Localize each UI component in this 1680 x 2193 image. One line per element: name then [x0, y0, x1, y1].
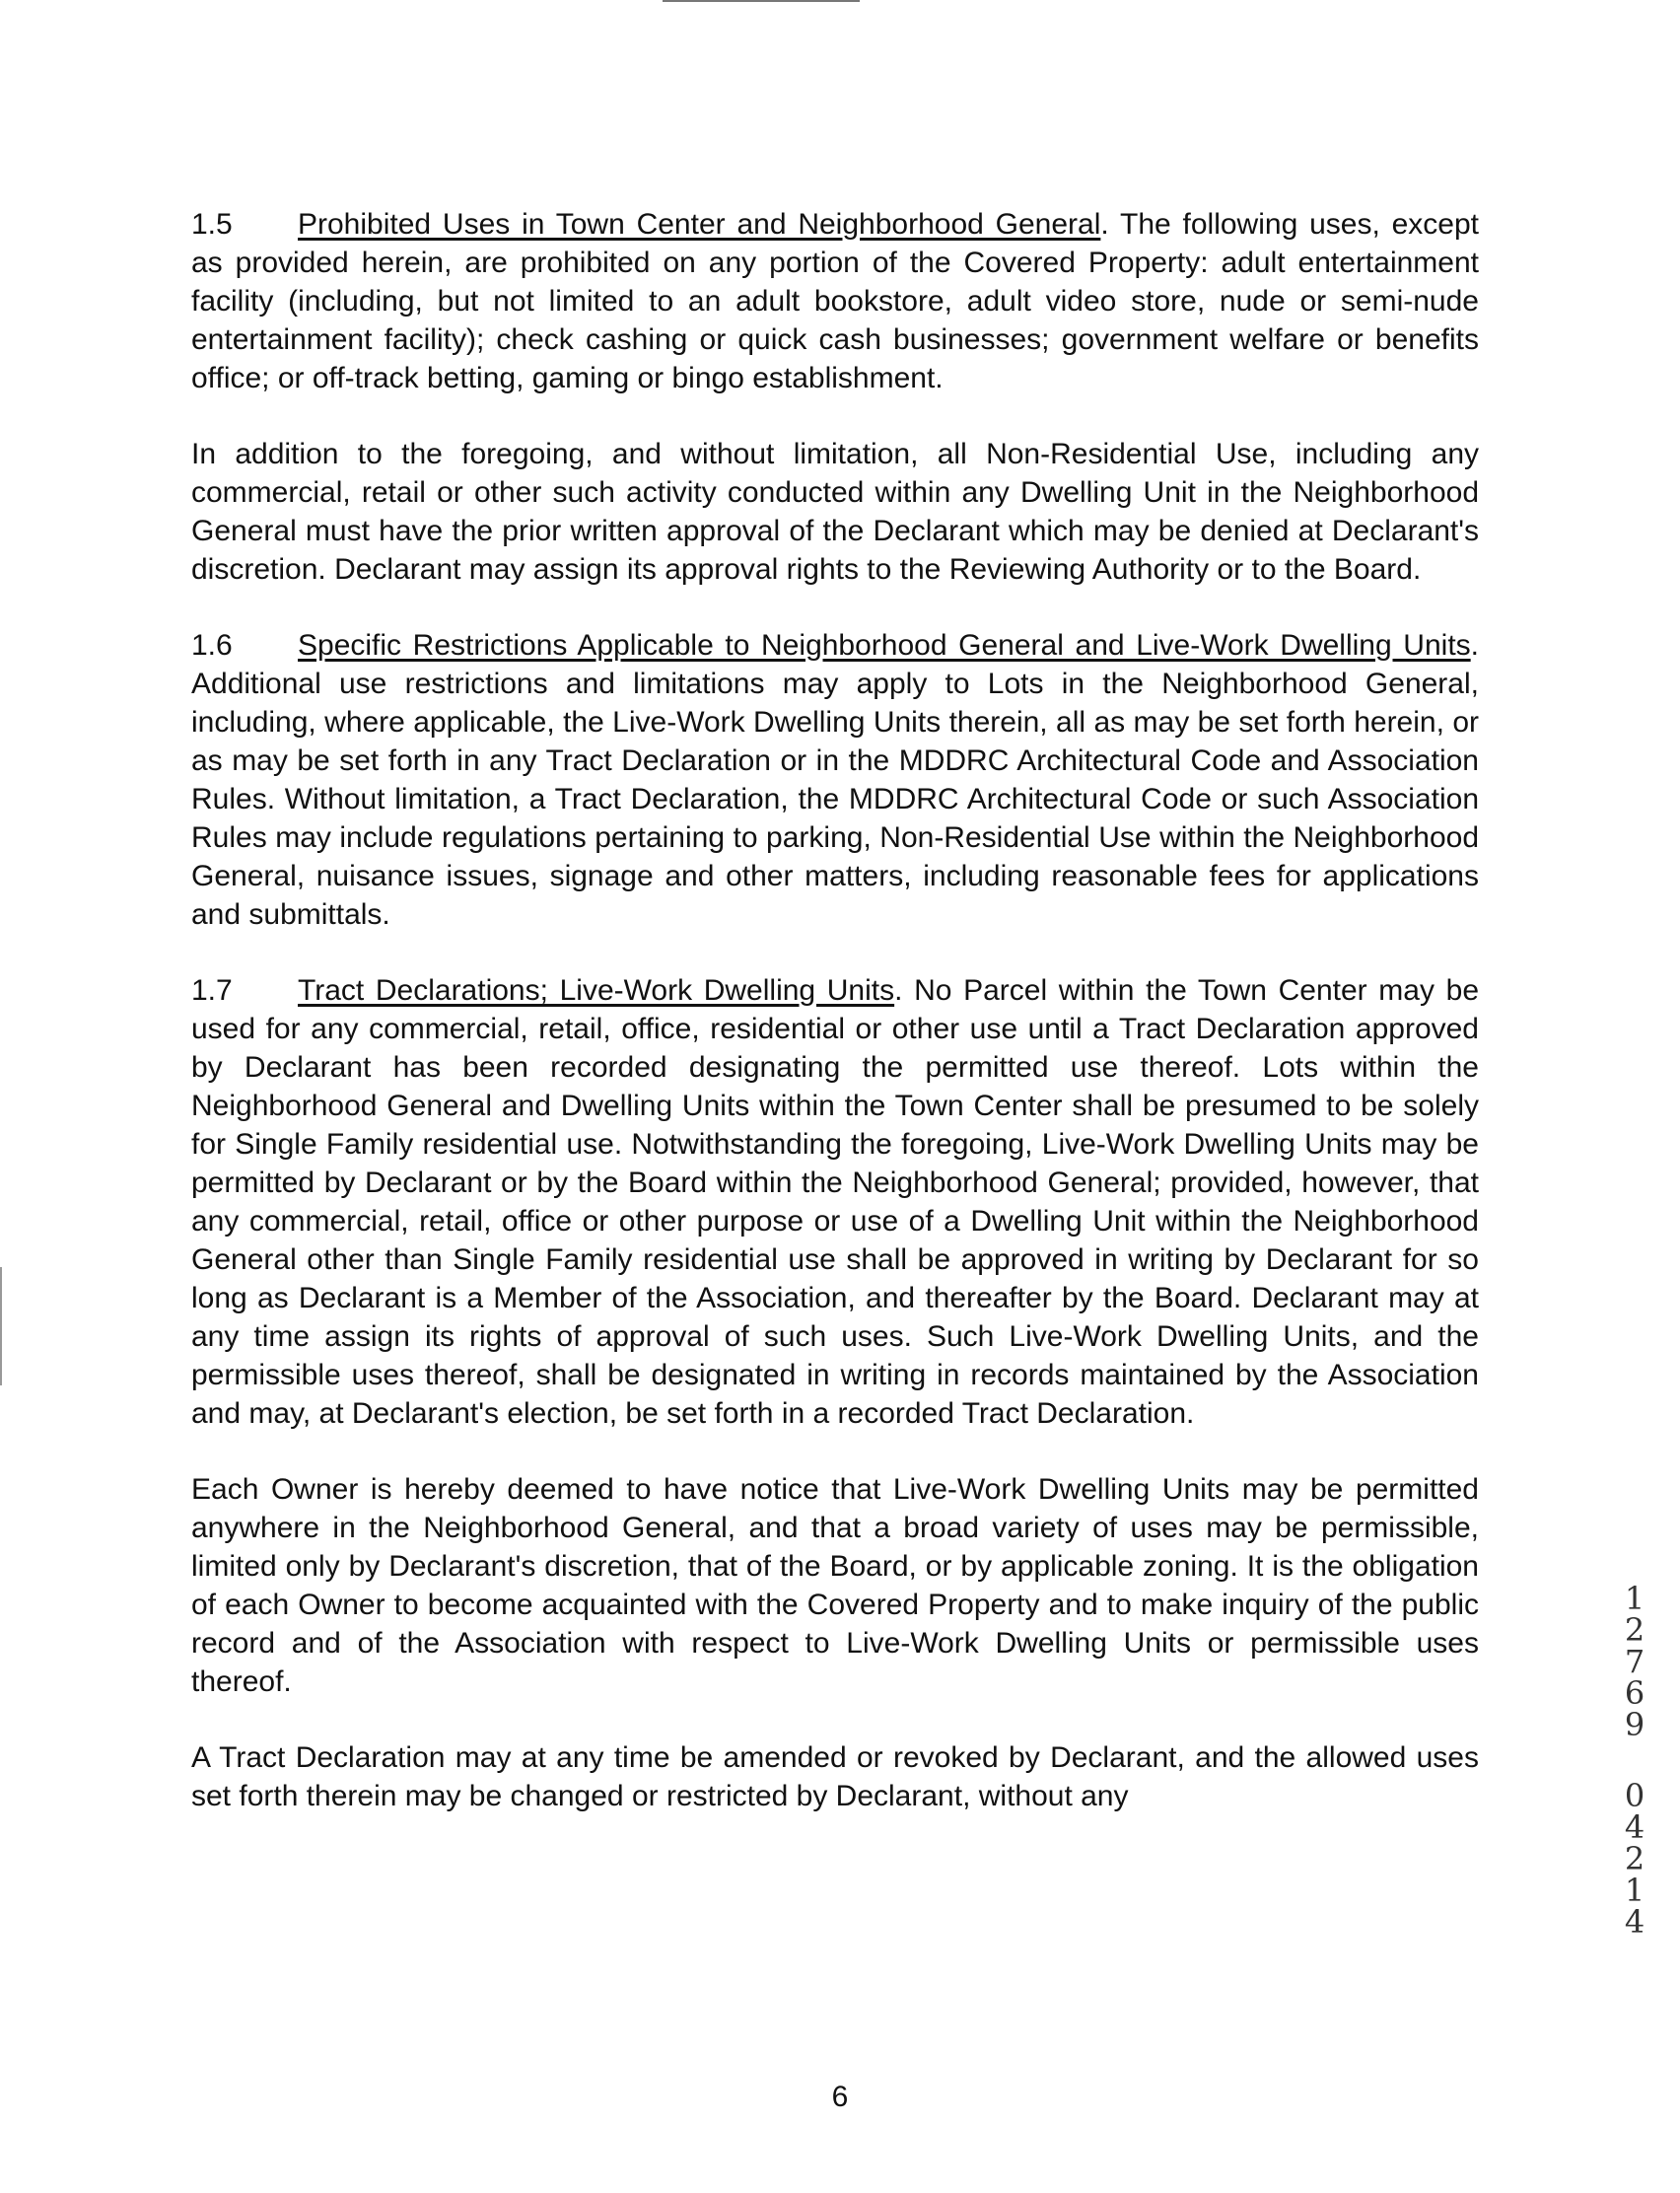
stamp-digit: 2: [1624, 1840, 1645, 1877]
section-text: . No Parcel within the Town Center may be used for any commercial, retail, office, residential or other use until a Tract Declaration approved by Declarant has been recorded designating the permitted use thereof. Lots within the Neighborhood General and Dwelling Units within the Town Center shall be presumed to be solely for Single Family residential use. Notwithstanding the foregoing, Live-Work Dwelling Units may be permitted by Declarant or by the Board within the Neighborhood General; provided, however, that any commercial, retail, office or other purpose or use of a Dwelling Unit within the Neighborhood General other than Single Family residential use shall be approved in writing by Declarant for so long as Declarant is a Member of the Association, and thereafter by the Board. Declarant may at any time assign its rights of approval of such uses. Such Live-Work Dwelling Units, and the permissible uses thereof, shall be designated in writing in records maintained by the Association and may, at Declarant's election, be set forth in a recorded Tract Declaration.: [191, 974, 1480, 1430]
section-number: 1.5: [191, 208, 233, 241]
section-number: 1.7: [191, 974, 233, 1007]
section-text: . The following uses, except as provided herein, are prohibited on any portion of the Covered Property: adult entertainment facility (including, but not limited to an adult bookstore, adult video store, nude or semi-nude entertainment facility); check cashing or quick cash businesses; government welfare or benefits office; or off-track betting, gaming or bingo establishment.: [191, 208, 1479, 394]
stamp-digit: 6: [1624, 1674, 1645, 1712]
paragraph-owner-notice: Each Owner is hereby deemed to have notice that Live-Work Dwelling Units may be permitted anywhere in the Neighborhood General, and that a broad variety of uses may be permissible, limited only by Declarant's discretion, that of the Board, or by applicable zoning. It is the obligation of each Owner to become acquainted with the Covered Property and to make inquiry of the public record and of the Association with respect to Live-Work Dwelling Units or permissible uses thereof.: [191, 1473, 1479, 1698]
stamp-digit: 9: [1624, 1706, 1645, 1743]
section-heading: Tract Declarations; Live-Work Dwelling Units: [298, 974, 895, 1007]
section-1-6: [191, 626, 1479, 934]
stamp-digit: 4: [1624, 1808, 1645, 1846]
stamp-gap: [1617, 1740, 1652, 1780]
section-text: . Additional use restrictions and limitations may apply to Lots in the Neighborhood General, including, where applicable, the Live-Work Dwelling Units therein, all as may be set forth herein, or as may be set forth in any Tract Declaration or in the MDDRC Architectural Code and Association Rules. Without limitation, a Tract Declaration, the MDDRC Architectural Code or such Association Rules may include regulations pertaining to parking, Non-Residential Use within the Neighborhood General, nuisance issues, signage and other matters, including reasonable fees for applications and submittals.: [191, 629, 1479, 931]
page-number: 6: [831, 2081, 849, 2113]
paragraph-tract-amendment: A Tract Declaration may at any time be amended or revoked by Declarant, and the allowed uses set forth therein may be changed or restricted by Declarant, without any: [191, 1741, 1479, 1812]
stamp-digit: 2: [1624, 1611, 1645, 1649]
section-number: 1.6: [191, 629, 233, 662]
section-1-5: [191, 205, 1479, 397]
top-scan-line: [663, 0, 860, 2]
stamp-digit: 4: [1624, 1903, 1645, 1941]
section-heading: Prohibited Uses in Town Center and Neighborhood General: [298, 208, 1101, 241]
recording-stamp: [1617, 1580, 1652, 1941]
section-heading: Specific Restrictions Applicable to Neighborhood General and Live-Work Dwelling Units: [298, 629, 1471, 662]
stamp-digit: 7: [1624, 1643, 1645, 1680]
stamp-digit: 0: [1624, 1777, 1645, 1814]
document-body: [191, 205, 1479, 1853]
left-scan-mark: [0, 1267, 2, 1385]
paragraph-non-residential-approval: In addition to the foregoing, and without limitation, all Non-Residential Use, including any commercial, retail or other such activity conducted within any Dwelling Unit in the Neighborhood General must have the prior written approval of the Declarant which may be denied at Declarant's discretion. Declarant may assign its approval rights to the Reviewing Authority or to the Board.: [191, 438, 1479, 586]
stamp-digit: 1: [1624, 1872, 1645, 1909]
stamp-digit: 1: [1624, 1580, 1645, 1617]
section-1-7: [191, 971, 1479, 1433]
